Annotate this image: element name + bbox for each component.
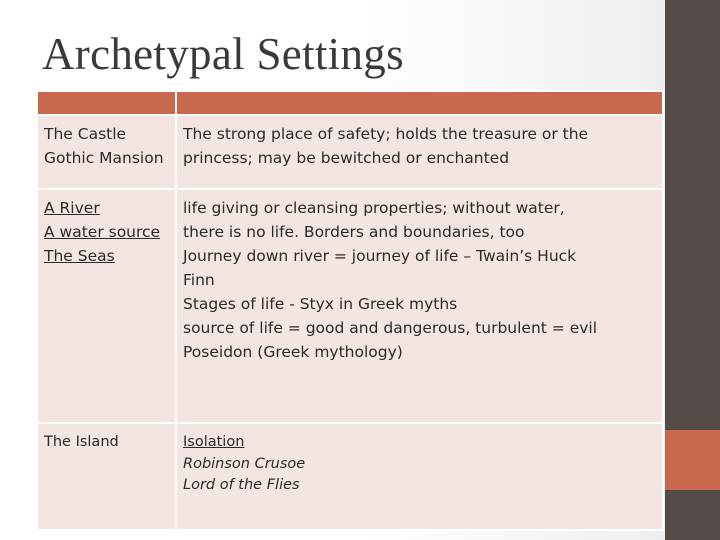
header-cell-setting — [37, 91, 176, 115]
meaning-line: Journey down river = journey of life – Twain’s Huck — [183, 247, 577, 265]
meaning-line: Robinson Crusoe — [183, 456, 306, 472]
meaning-cell — [176, 189, 663, 423]
table-row — [37, 423, 663, 530]
setting-line: A water source — [44, 223, 161, 241]
meaning-line: Stages of life - Styx in Greek myths — [183, 295, 458, 313]
table-header-row — [37, 91, 663, 115]
setting-cell — [37, 423, 176, 530]
setting-line: The Island — [44, 434, 119, 450]
setting-line: A River — [44, 199, 100, 217]
side-accent-block — [665, 430, 720, 490]
header-cell-meaning — [176, 91, 663, 115]
meaning-line: Isolation — [183, 434, 245, 450]
meaning-line: Lord of the Flies — [183, 477, 300, 493]
setting-line: Gothic Mansion — [44, 149, 164, 167]
meaning-line: Poseidon (Greek mythology) — [183, 343, 403, 361]
table-row — [37, 189, 663, 423]
meaning-line: source of life = good and dangerous, turbulent = evil — [183, 319, 598, 337]
setting-cell — [37, 189, 176, 423]
meaning-line: life giving or cleansing properties; without water, — [183, 199, 565, 217]
setting-line: The Seas — [44, 247, 115, 265]
meaning-cell — [176, 115, 663, 189]
slide-title: Archetypal Settings — [42, 29, 404, 79]
setting-cell — [37, 115, 176, 189]
settings-table — [36, 90, 664, 531]
meaning-line: The strong place of safety; holds the treasure or the — [183, 125, 589, 143]
setting-line: The Castle — [44, 125, 127, 143]
meaning-line: princess; may be bewitched or enchanted — [183, 149, 510, 167]
meaning-cell — [176, 423, 663, 530]
meaning-line: there is no life. Borders and boundaries, too — [183, 223, 525, 241]
meaning-line: Finn — [183, 271, 215, 289]
table-row — [37, 115, 663, 189]
